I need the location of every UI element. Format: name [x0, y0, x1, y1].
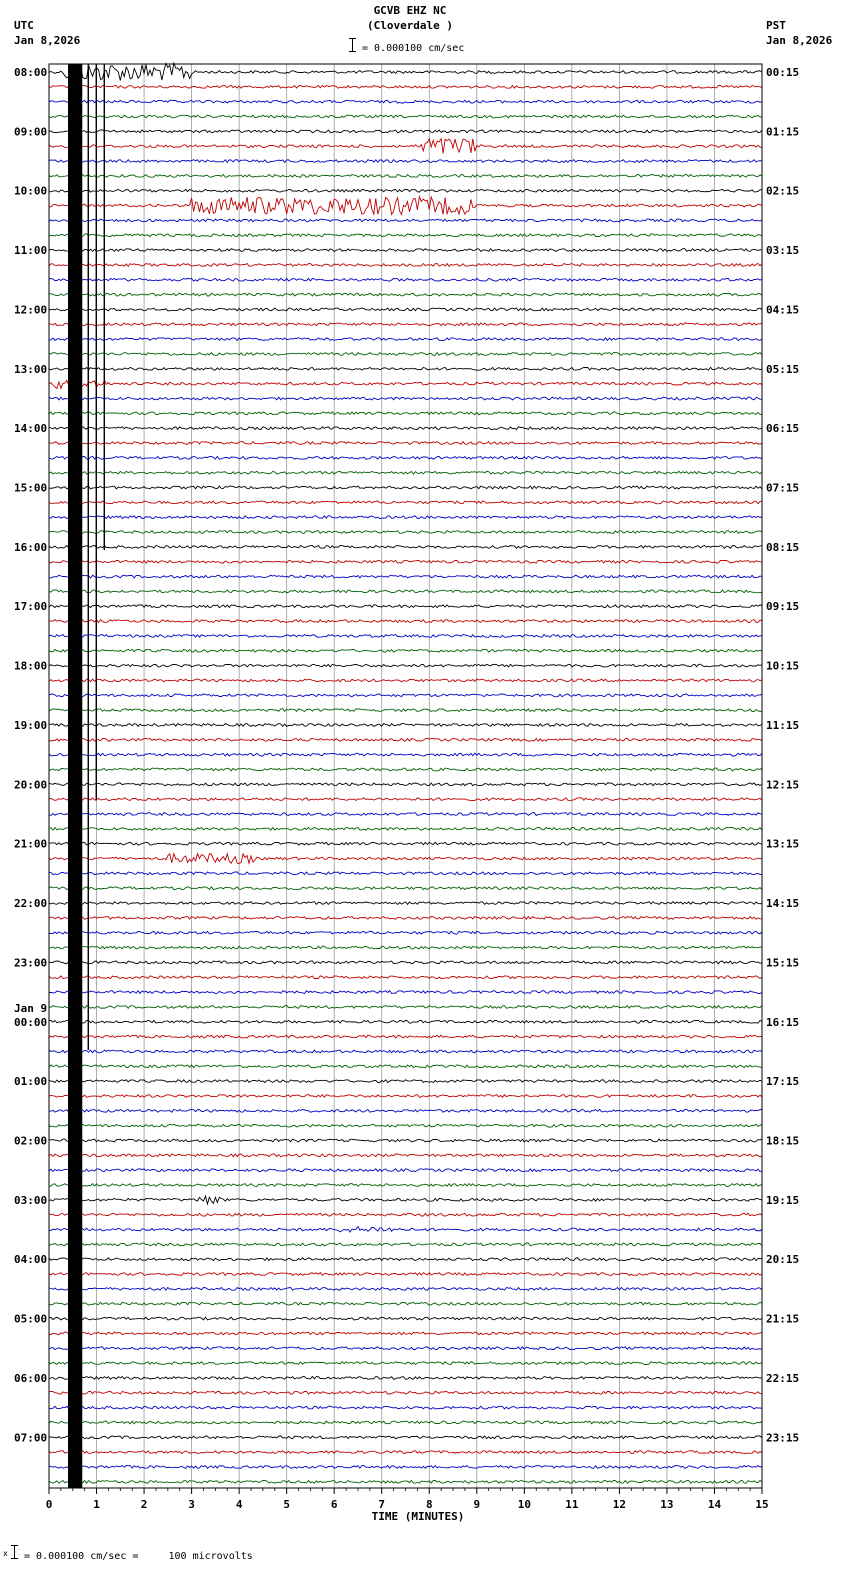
trace-line [49, 1095, 762, 1098]
trace-line [49, 783, 762, 786]
left-time-label: 14:00 [14, 422, 48, 436]
trace-line [49, 1124, 762, 1127]
left-time-label: 22:00 [14, 897, 48, 911]
trace-line [49, 917, 762, 920]
trace-line [49, 219, 762, 222]
left-time-label: 10:00 [14, 184, 48, 198]
trace-line [49, 887, 762, 890]
trace-line [49, 264, 762, 267]
trace-line [49, 139, 762, 154]
left-time-label: 04:00 [14, 1253, 48, 1267]
left-time-label: 03:00 [14, 1193, 48, 1207]
x-tick-label: 3 [188, 1498, 195, 1511]
trace-line [49, 1421, 762, 1424]
left-time-label: 08:00 [14, 66, 48, 79]
trace-line [49, 175, 762, 178]
left-time-label: 02:00 [14, 1134, 48, 1148]
trace-line [49, 397, 762, 400]
trace-line [49, 1391, 762, 1394]
trace-line [49, 249, 762, 252]
right-timezone: PST [766, 19, 786, 32]
trace-line [49, 531, 762, 534]
right-time-label: 17:15 [766, 1075, 800, 1089]
trace-line [49, 1362, 762, 1365]
trace-line [49, 308, 762, 311]
trace-line [49, 1273, 762, 1276]
x-tick-label: 4 [235, 1498, 243, 1511]
right-time-label: 11:15 [766, 718, 800, 732]
left-time-label: 07:00 [14, 1431, 48, 1445]
left-time-label: 12:00 [14, 303, 48, 317]
trace-line [49, 1050, 762, 1053]
trace-line [49, 1302, 762, 1305]
saturation-band [68, 64, 104, 1488]
trace-line [49, 367, 762, 370]
x-tick-label: 6 [330, 1498, 338, 1511]
trace-line [49, 1109, 762, 1112]
right-time-label: 02:15 [766, 184, 800, 198]
right-time-label: 10:15 [766, 659, 800, 673]
x-tick-label: 13 [660, 1498, 674, 1511]
right-time-label: 14:15 [766, 897, 800, 911]
saturation-band-fill [68, 64, 82, 1488]
trace-line [49, 1377, 762, 1380]
trace-line [49, 1035, 762, 1038]
right-time-label: 21:15 [766, 1312, 800, 1326]
scale-label: = 0.000100 cm/sec [362, 43, 465, 54]
trace-line [49, 427, 762, 430]
right-time-label: 18:15 [766, 1134, 800, 1148]
trace-line [49, 768, 762, 771]
right-time-label: 03:15 [766, 244, 800, 258]
trace-line [49, 293, 762, 296]
trace-line [49, 486, 762, 489]
trace-group [49, 63, 762, 1483]
trace-line [49, 724, 762, 727]
trace-line [49, 931, 762, 934]
trace-line [49, 353, 762, 356]
trace-line [49, 1080, 762, 1083]
right-time-label: 04:15 [766, 303, 800, 317]
trace-line [49, 946, 762, 949]
trace-line [49, 323, 762, 326]
right-time-label: 13:15 [766, 837, 800, 851]
right-time-label: 20:15 [766, 1253, 800, 1267]
left-time-label: 23:00 [14, 956, 48, 970]
footer-scale-bar-bottom [11, 1558, 18, 1559]
x-tick-label: 0 [45, 1498, 53, 1511]
right-time-label: 16:15 [766, 1015, 800, 1029]
trace-line [49, 1332, 762, 1335]
trace-line [49, 709, 762, 712]
trace-line [49, 115, 762, 118]
trace-line [49, 902, 762, 905]
trace-line [49, 516, 762, 519]
left-time-label: 16:00 [14, 540, 48, 554]
trace-line [49, 100, 762, 103]
left-time-label: 00:00 [14, 1015, 48, 1029]
right-time-label: 19:15 [766, 1193, 800, 1207]
x-tick-label: 10 [517, 1498, 531, 1511]
trace-line [49, 338, 762, 341]
trace-line [49, 1184, 762, 1187]
right-time-label: 08:15 [766, 540, 800, 554]
right-time-label: 06:15 [766, 422, 800, 436]
trace-line [49, 827, 762, 830]
right-time-label: 12:15 [766, 778, 800, 792]
left-date-label: Jan 9 [14, 1001, 48, 1015]
trace-line [49, 189, 762, 192]
trace-line [49, 620, 762, 623]
trace-line [49, 575, 762, 578]
trace-line [49, 1466, 762, 1469]
trace-line [49, 546, 762, 549]
x-axis [46, 1488, 769, 1511]
trace-line [49, 1006, 762, 1009]
left-date: Jan 8,2026 [14, 34, 81, 47]
trace-line [49, 694, 762, 697]
footer-scale-bar-icon [14, 1545, 15, 1559]
trace-line [49, 1227, 762, 1233]
trace-line [49, 197, 762, 215]
footer-marker-icon: x [3, 1549, 8, 1558]
trace-line [49, 85, 762, 88]
left-time-label: 01:00 [14, 1075, 48, 1089]
right-time-label: 23:15 [766, 1431, 800, 1445]
trace-line [49, 1347, 762, 1350]
right-date: Jan 8,2026 [766, 34, 833, 47]
x-tick-label: 15 [755, 1498, 769, 1511]
x-axis-title: TIME (MINUTES) [371, 1510, 465, 1523]
x-tick-label: 11 [565, 1498, 579, 1511]
left-time-label: 05:00 [14, 1312, 48, 1326]
trace-line [49, 501, 762, 504]
trace-line [49, 380, 762, 388]
footer-scale-note: = 0.000100 cm/sec = 100 microvolts [24, 1551, 253, 1562]
left-time-label: 13:00 [14, 362, 48, 376]
trace-line [49, 1213, 762, 1216]
trace-line [49, 442, 762, 445]
trace-line [49, 590, 762, 593]
left-time-label: 09:00 [14, 125, 48, 139]
trace-line [49, 605, 762, 608]
left-time-label: 15:00 [14, 481, 48, 495]
trace-line [49, 1436, 762, 1439]
trace-line [49, 1243, 762, 1246]
x-tick-label: 12 [612, 1498, 627, 1511]
x-tick-label: 7 [378, 1498, 386, 1511]
station-title: GCVB EHZ NC [373, 4, 447, 17]
trace-line [49, 1288, 762, 1291]
left-time-label: 06:00 [14, 1371, 48, 1385]
trace-line [49, 976, 762, 979]
right-time-label: 15:15 [766, 956, 800, 970]
trace-line [49, 160, 762, 163]
trace-line [49, 635, 762, 638]
x-tick-label: 5 [283, 1498, 290, 1511]
trace-line [49, 664, 762, 667]
trace-line [49, 278, 762, 281]
trace-line [49, 1154, 762, 1157]
trace-line [49, 854, 762, 864]
left-time-labels [14, 66, 47, 1444]
trace-line [49, 738, 762, 741]
left-time-label: 20:00 [14, 778, 48, 792]
trace-line [49, 1139, 762, 1142]
x-tick-label: 8 [425, 1498, 433, 1511]
left-time-label: 17:00 [14, 600, 48, 614]
x-tick-label: 9 [473, 1498, 481, 1511]
trace-line [49, 471, 762, 474]
right-time-labels [766, 66, 799, 1444]
right-time-label: 09:15 [766, 600, 800, 614]
right-time-label: 01:15 [766, 125, 800, 139]
trace-line [49, 1020, 762, 1023]
trace-line [49, 991, 762, 994]
trace-line [49, 1169, 762, 1172]
right-time-label: 00:15 [766, 66, 800, 79]
trace-line [49, 753, 762, 756]
right-time-label: 07:15 [766, 481, 800, 495]
left-time-label: 19:00 [14, 718, 48, 732]
x-tick-label: 1 [93, 1498, 100, 1511]
trace-line [49, 961, 762, 964]
x-tick-label: 14 [707, 1498, 722, 1511]
left-time-label: 11:00 [14, 244, 48, 258]
trace-line [49, 456, 762, 459]
right-time-label: 22:15 [766, 1371, 800, 1385]
trace-line [49, 1196, 762, 1204]
trace-line [49, 842, 762, 845]
trace-line [49, 872, 762, 875]
left-timezone: UTC [14, 19, 34, 32]
station-location: (Cloverdale ) [366, 19, 454, 32]
trace-line [49, 649, 762, 652]
trace-line [49, 1317, 762, 1320]
left-time-label: 18:00 [14, 659, 48, 673]
left-time-label: 21:00 [14, 837, 48, 851]
trace-line [49, 1451, 762, 1454]
x-tick-label: 2 [140, 1498, 148, 1511]
trace-line [49, 1406, 762, 1409]
footer-scale-bar-top [11, 1545, 18, 1546]
trace-line [49, 560, 762, 563]
trace-line [49, 234, 762, 237]
trace-line [49, 1480, 762, 1483]
trace-line [49, 679, 762, 682]
trace-line [49, 63, 762, 80]
right-time-label: 05:15 [766, 362, 800, 376]
trace-line [49, 412, 762, 415]
trace-line [49, 1258, 762, 1261]
trace-line [49, 130, 762, 133]
trace-line [49, 813, 762, 816]
trace-line [49, 1065, 762, 1068]
trace-line [49, 798, 762, 801]
